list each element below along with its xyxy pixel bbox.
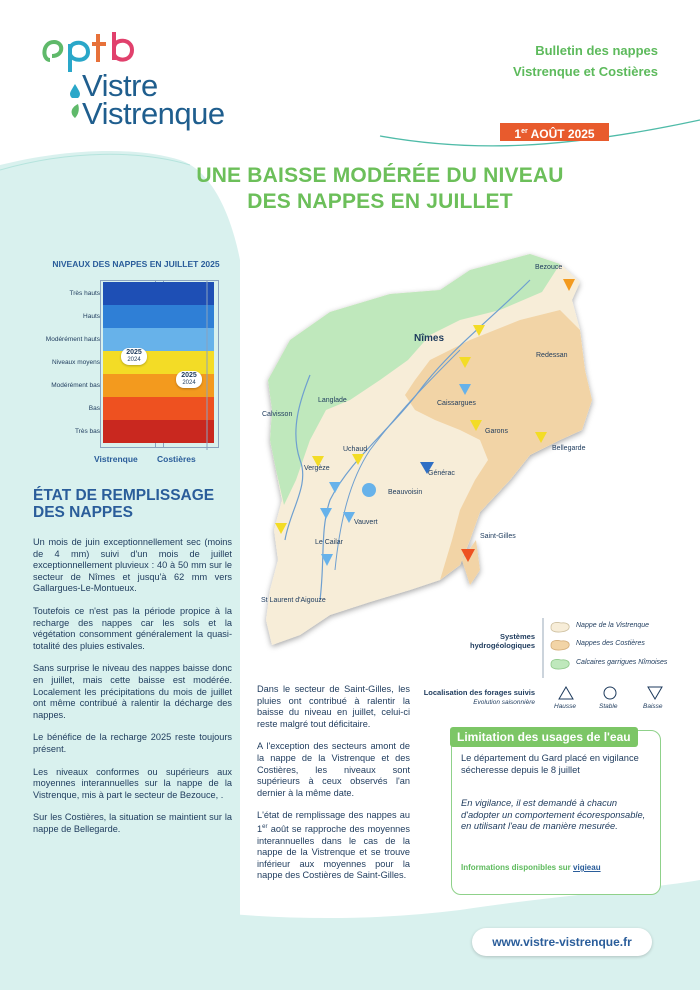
footer-url[interactable]: www.vistre-vistrenque.fr [472,928,652,956]
paragraph: Le bénéfice de la recharge 2025 reste toujours présent. [33,732,232,754]
info-box [451,730,661,895]
legend-stable: Stable [599,703,618,710]
map-label-vauvert: Vauvert [354,519,378,526]
level-segment [103,397,159,420]
levels-chart-title: NIVEAUX DES NAPPES EN JUILLET 2025 [52,259,220,269]
year-marker [121,348,147,365]
text-column-2 [257,684,410,893]
info-link: Informations disponibles sur vigieau [461,863,601,872]
legend-systems-label: Systèmes hydrogéologiques [469,632,535,650]
legend-swatch-costieres [549,639,571,651]
info-text-1: Le département du Gard placé en vigilance sécheresse depuis le 8 juillet [461,753,639,775]
map-label-st-laurent: St Laurent d'Aigouze [261,597,326,604]
legend-text-garrigues: Calcaires garrigues Nîmoises [576,659,668,666]
legend-hausse: Hausse [554,703,577,710]
level-label: Très bas [74,428,100,435]
water-drop-icon [70,84,80,98]
legend-text-vistrenque: Nappe de la Vistrenque [576,622,650,629]
map-label-nimes: Nîmes [414,333,445,344]
level-segment [103,420,159,443]
year-previous: 2024 [127,357,141,363]
legend-baisse: Baisse [643,703,663,710]
section-title-line1: ÉTAT DE REMPLISSAGE [33,487,215,504]
bulletin-line2: Vistrenque et Costières [513,64,658,79]
map-label-generac: Générac [428,470,455,477]
paragraph: L'état de remplissage des nappes au 1er août se rapproche des moyennes interannuelles dans le cas de la nappe de la Vistrenque et se trouve inférieur aux moyennes pour la nappe des Costières de Saint-Gilles. [257,810,410,881]
level-label: Modérément bas [51,382,100,389]
legend-text-costieres: Nappes des Costières [576,640,645,647]
date-badge: 1er AOÛT 2025 [500,123,609,141]
map-label-le-cailar: Le Cailar [315,539,344,546]
bulletin-line1: Bulletin des nappes [535,43,658,58]
legend-baisse-icon [647,686,663,700]
year-current: 2025 [181,372,197,379]
paragraph: Sur les Costières, la situation se maintient sur la nappe de Bellegarde. [33,812,232,834]
chart-divider [205,280,209,450]
map-label-garons: Garons [485,428,508,435]
bar-label-costieres: Costières [157,454,196,464]
bulletin-title [513,40,658,82]
section-title [33,487,214,521]
paragraph: A l'exception des secteurs amont de la nappe de la Vistrenque et des Costières, les niveaux sont supérieurs à ceux observés l'an dernier à la même date. [257,741,410,798]
legend-swatch-vistrenque [549,621,571,633]
info-text-2: En vigilance, il est demandé à chacun d'adopter un comportement écoresponsable, en utilisant l'eau de manière mesurée. [461,798,646,832]
map-label-bellegarde: Bellegarde [552,445,586,452]
map-label-caissargues: Caissargues [437,400,476,407]
legend-wells-label: Localisation des forages suivis [423,688,535,697]
legend-stable-icon [603,686,617,700]
year-marker [176,371,202,388]
main-title [130,163,630,215]
bar-label-vistrenque: Vistrenque [94,454,138,464]
paragraph: Toutefois ce n'est pas la période propice à la recharge des nappes car les sols et la végétation consomment généralement la quasi-totalité des pluies estivales. [33,605,232,651]
map-label-saint-gilles: Saint-Gilles [480,533,516,540]
paragraph: Sans surprise le niveau des nappes baisse donc en juillet, mais cette baisse est modérée. Localement les précipitations du mois de juillet ont même contribué à ralentir la décharge des nappes. [33,663,232,720]
map-label-bezouce: Bezouce [535,264,563,271]
level-segment [103,305,159,328]
level-label: Très hauts [69,290,100,297]
legend-hausse-icon [558,686,574,700]
info-title: Limitation des usages de l'eau [450,727,638,747]
level-label: Bas [88,405,100,412]
map-label-beauvoisin: Beauvoisin [388,489,423,496]
section-title-line2: DES NAPPES [33,504,133,521]
map-label-calvisson: Calvisson [262,411,293,418]
level-segment [103,374,159,397]
legend-wells-sub: Evolution saisonnière [473,699,535,706]
main-title-line2: DES NAPPES EN JUILLET [247,190,513,213]
level-label: Niveaux moyens [51,359,100,366]
year-previous: 2024 [182,380,196,386]
main-title-line1: UNE BAISSE MODÉRÉE DU NIVEAU [196,164,564,187]
text-column-1 [33,537,232,846]
map-label-uchaud: Uchaud [343,446,368,453]
map-label-langlade: Langlade [318,397,347,404]
paragraph: Dans le secteur de Saint-Gilles, les pluies ont contribué à ralentir la baisse du niveau en juillet, celui-ci reste malgré tout déficitaire. [257,684,410,729]
level-label: Hauts [83,313,100,320]
level-label: Modérément hauts [45,336,100,343]
logo-vistre: Vistre [82,68,158,103]
vigieau-link[interactable]: vigieau [573,863,601,872]
map-label-vergeze: Vergèze [304,465,330,472]
map-label-redessan: Redessan [536,352,568,359]
leaf-icon [70,104,80,118]
paragraph: Un mois de juin exceptionnellement sec (moins de 4 mm) suivi d'un mois de juillet exceptionnellement pluvieux : 40 à 50 mm sur le secteur de Nîmes et jusqu'à 62 mm vers Gallargues-Le-Montueux. [33,537,232,594]
legend-swatch-garrigues [549,658,571,670]
level-segment [103,282,159,305]
logo-vistrenque: Vistrenque [82,96,225,131]
year-current: 2025 [126,349,142,356]
legend-divider [542,618,545,678]
paragraph: Les niveaux conformes ou supérieurs aux moyennes interannuelles sur la nappe de la Vistrenque, mis à part le secteur de Bezouce, . [33,766,232,800]
